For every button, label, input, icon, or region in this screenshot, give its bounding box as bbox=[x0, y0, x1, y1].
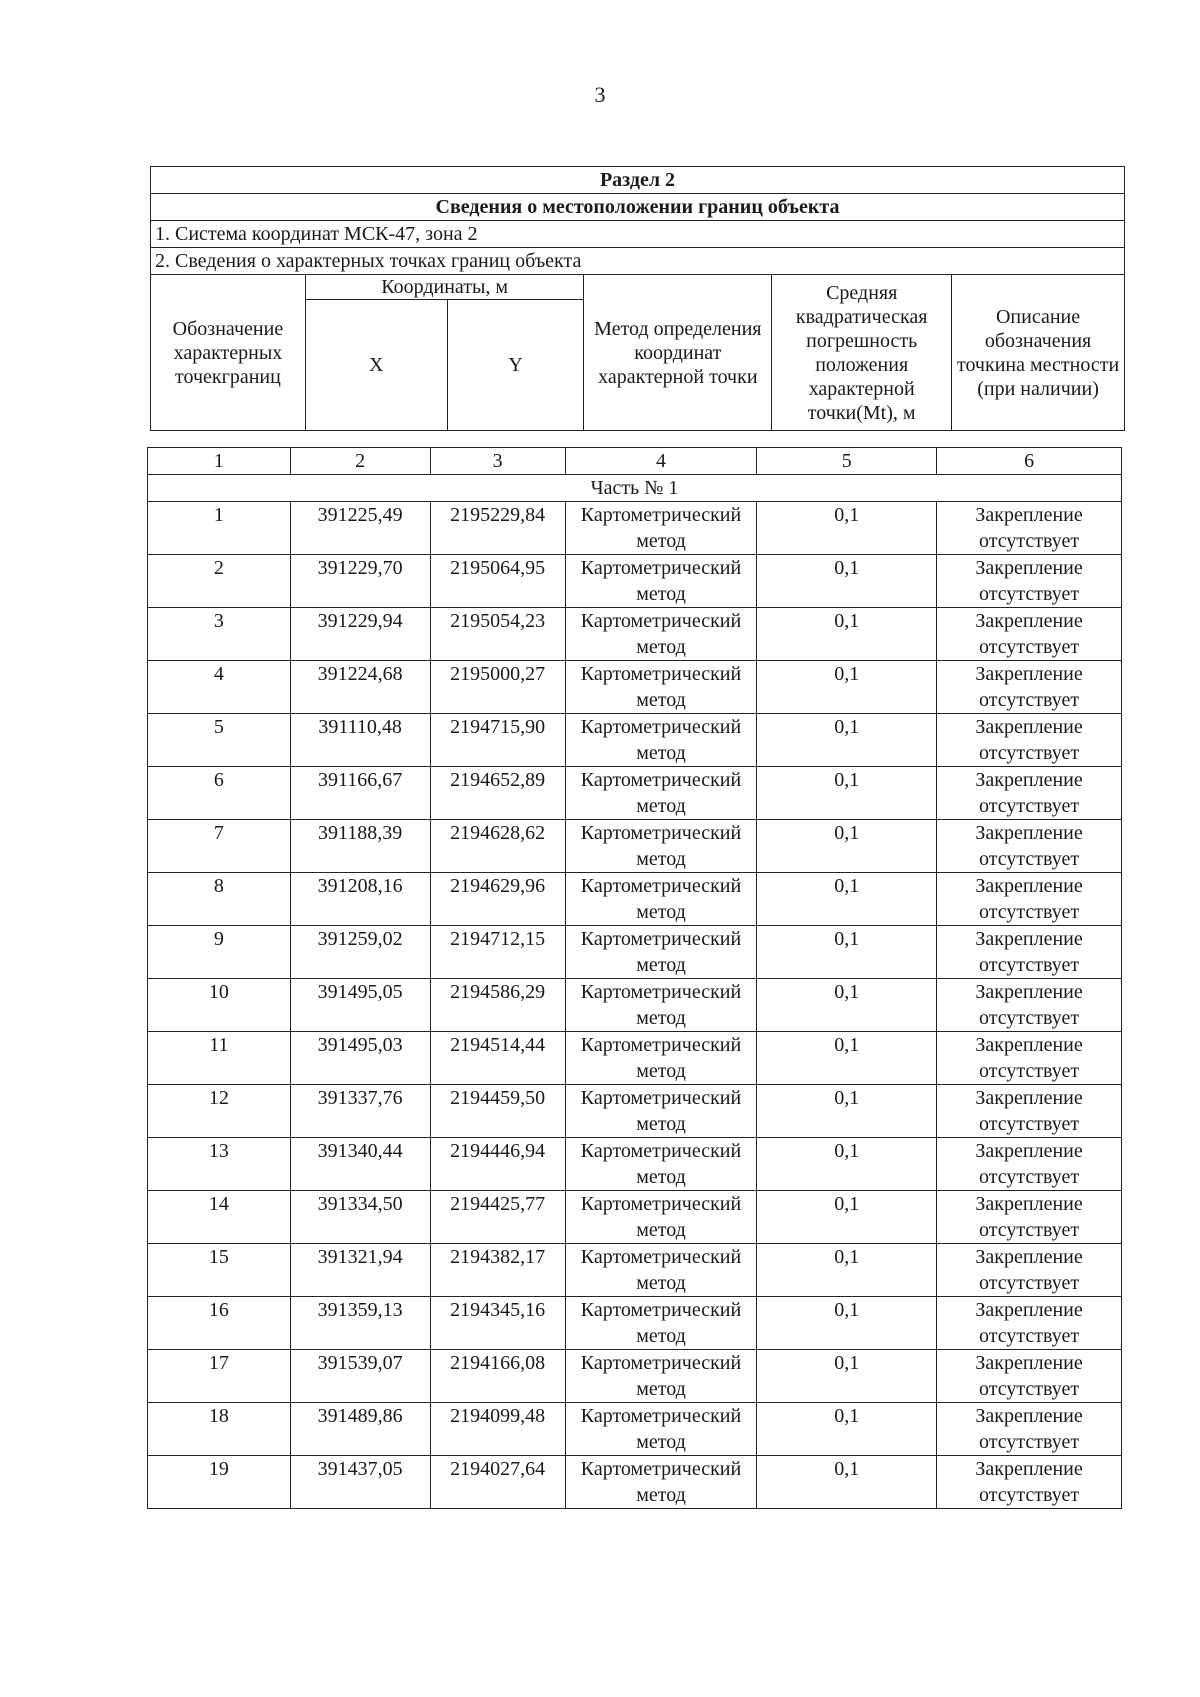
description-cell: Закрепление отсутствует bbox=[937, 1456, 1122, 1509]
description-cell: Закрепление отсутствует bbox=[937, 1032, 1122, 1085]
point-number-cell: 1 bbox=[148, 502, 291, 555]
point-number-cell: 15 bbox=[148, 1244, 291, 1297]
y-coordinate-cell: 2194382,17 bbox=[430, 1244, 565, 1297]
y-coordinate-cell: 2194099,48 bbox=[430, 1403, 565, 1456]
method-cell: Картометрический метод bbox=[565, 1297, 757, 1350]
description-cell: Закрепление отсутствует bbox=[937, 1138, 1122, 1191]
table-row bbox=[148, 1191, 1122, 1244]
method-cell: Картометрический метод bbox=[565, 926, 757, 979]
page-number: 3 bbox=[594, 82, 606, 107]
part-label: Часть № 1 bbox=[148, 475, 1122, 502]
column-number: 1 bbox=[148, 448, 291, 475]
section-title: Раздел 2 bbox=[151, 167, 1125, 194]
y-coordinate-cell: 2194715,90 bbox=[430, 714, 565, 767]
error-cell: 0,1 bbox=[757, 1191, 937, 1244]
y-coordinate-cell: 2194652,89 bbox=[430, 767, 565, 820]
table-row bbox=[148, 1138, 1122, 1191]
table-row bbox=[148, 555, 1122, 608]
table-row bbox=[148, 979, 1122, 1032]
x-coordinate-cell: 391321,94 bbox=[290, 1244, 430, 1297]
points-info-line: 2. Сведения о характерных точках границ объекта bbox=[151, 248, 1125, 275]
header-method: Метод определения координат характерной точки bbox=[584, 275, 772, 431]
y-coordinate-cell: 2194425,77 bbox=[430, 1191, 565, 1244]
description-cell: Закрепление отсутствует bbox=[937, 661, 1122, 714]
point-number-cell: 8 bbox=[148, 873, 291, 926]
x-coordinate-cell: 391359,13 bbox=[290, 1297, 430, 1350]
column-number: 4 bbox=[565, 448, 757, 475]
point-number-cell: 3 bbox=[148, 608, 291, 661]
header-y: Y bbox=[447, 300, 584, 431]
x-coordinate-cell: 391166,67 bbox=[290, 767, 430, 820]
method-cell: Картометрический метод bbox=[565, 661, 757, 714]
table-row bbox=[148, 1085, 1122, 1138]
point-number-cell: 11 bbox=[148, 1032, 291, 1085]
description-cell: Закрепление отсутствует bbox=[937, 979, 1122, 1032]
x-coordinate-cell: 391340,44 bbox=[290, 1138, 430, 1191]
error-cell: 0,1 bbox=[757, 1403, 937, 1456]
table-row bbox=[148, 661, 1122, 714]
method-cell: Картометрический метод bbox=[565, 1350, 757, 1403]
method-cell: Картометрический метод bbox=[565, 608, 757, 661]
point-number-cell: 14 bbox=[148, 1191, 291, 1244]
header-point-designation: Обозначение характерных точекграниц bbox=[151, 275, 306, 431]
x-coordinate-cell: 391110,48 bbox=[290, 714, 430, 767]
x-coordinate-cell: 391437,05 bbox=[290, 1456, 430, 1509]
error-cell: 0,1 bbox=[757, 1297, 937, 1350]
point-number-cell: 9 bbox=[148, 926, 291, 979]
error-cell: 0,1 bbox=[757, 1138, 937, 1191]
header-coordinates: Координаты, м bbox=[305, 275, 584, 300]
error-cell: 0,1 bbox=[757, 1244, 937, 1297]
point-number-cell: 7 bbox=[148, 820, 291, 873]
y-coordinate-cell: 2195000,27 bbox=[430, 661, 565, 714]
table-row bbox=[148, 714, 1122, 767]
error-cell: 0,1 bbox=[757, 1456, 937, 1509]
x-coordinate-cell: 391539,07 bbox=[290, 1350, 430, 1403]
error-cell: 0,1 bbox=[757, 608, 937, 661]
method-cell: Картометрический метод bbox=[565, 502, 757, 555]
method-cell: Картометрический метод bbox=[565, 820, 757, 873]
x-coordinate-cell: 391495,05 bbox=[290, 979, 430, 1032]
description-cell: Закрепление отсутствует bbox=[937, 873, 1122, 926]
method-cell: Картометрический метод bbox=[565, 1244, 757, 1297]
table-row bbox=[148, 1297, 1122, 1350]
table-row bbox=[148, 1350, 1122, 1403]
table-row bbox=[148, 1032, 1122, 1085]
x-coordinate-cell: 391337,76 bbox=[290, 1085, 430, 1138]
point-number-cell: 19 bbox=[148, 1456, 291, 1509]
method-cell: Картометрический метод bbox=[565, 767, 757, 820]
method-cell: Картометрический метод bbox=[565, 1403, 757, 1456]
column-number: 3 bbox=[430, 448, 565, 475]
method-cell: Картометрический метод bbox=[565, 979, 757, 1032]
point-number-cell: 13 bbox=[148, 1138, 291, 1191]
table-row bbox=[148, 1456, 1122, 1509]
header-description: Описание обозначения точкина местности (при наличии) bbox=[952, 275, 1125, 431]
method-cell: Картометрический метод bbox=[565, 714, 757, 767]
description-cell: Закрепление отсутствует bbox=[937, 926, 1122, 979]
table-row bbox=[148, 502, 1122, 555]
error-cell: 0,1 bbox=[757, 555, 937, 608]
table-row bbox=[148, 608, 1122, 661]
table-row bbox=[148, 820, 1122, 873]
y-coordinate-cell: 2194629,96 bbox=[430, 873, 565, 926]
y-coordinate-cell: 2194459,50 bbox=[430, 1085, 565, 1138]
error-cell: 0,1 bbox=[757, 873, 937, 926]
section-subtitle: Сведения о местоположении границ объекта bbox=[151, 194, 1125, 221]
description-cell: Закрепление отсутствует bbox=[937, 1403, 1122, 1456]
point-number-cell: 6 bbox=[148, 767, 291, 820]
method-cell: Картометрический метод bbox=[565, 1191, 757, 1244]
part-row bbox=[148, 475, 1122, 502]
point-number-cell: 10 bbox=[148, 979, 291, 1032]
column-number: 2 bbox=[290, 448, 430, 475]
y-coordinate-cell: 2195064,95 bbox=[430, 555, 565, 608]
y-coordinate-cell: 2194166,08 bbox=[430, 1350, 565, 1403]
column-numbers-row bbox=[148, 448, 1122, 475]
description-cell: Закрепление отсутствует bbox=[937, 1085, 1122, 1138]
x-coordinate-cell: 391208,16 bbox=[290, 873, 430, 926]
error-cell: 0,1 bbox=[757, 820, 937, 873]
table-row bbox=[148, 926, 1122, 979]
error-cell: 0,1 bbox=[757, 926, 937, 979]
x-coordinate-cell: 391225,49 bbox=[290, 502, 430, 555]
method-cell: Картометрический метод bbox=[565, 1032, 757, 1085]
error-cell: 0,1 bbox=[757, 767, 937, 820]
y-coordinate-cell: 2194514,44 bbox=[430, 1032, 565, 1085]
error-cell: 0,1 bbox=[757, 1085, 937, 1138]
description-cell: Закрепление отсутствует bbox=[937, 820, 1122, 873]
method-cell: Картометрический метод bbox=[565, 873, 757, 926]
error-cell: 0,1 bbox=[757, 1032, 937, 1085]
point-number-cell: 12 bbox=[148, 1085, 291, 1138]
x-coordinate-cell: 391229,94 bbox=[290, 608, 430, 661]
y-coordinate-cell: 2194628,62 bbox=[430, 820, 565, 873]
point-number-cell: 2 bbox=[148, 555, 291, 608]
description-cell: Закрепление отсутствует bbox=[937, 1350, 1122, 1403]
method-cell: Картометрический метод bbox=[565, 1456, 757, 1509]
error-cell: 0,1 bbox=[757, 1350, 937, 1403]
section-header-table bbox=[150, 166, 1125, 431]
description-cell: Закрепление отсутствует bbox=[937, 1297, 1122, 1350]
header-error: Средняя квадратическая погрешность положения характерной точки(Mt), м bbox=[772, 275, 952, 431]
y-coordinate-cell: 2194712,15 bbox=[430, 926, 565, 979]
error-cell: 0,1 bbox=[757, 979, 937, 1032]
error-cell: 0,1 bbox=[757, 714, 937, 767]
method-cell: Картометрический метод bbox=[565, 555, 757, 608]
x-coordinate-cell: 391224,68 bbox=[290, 661, 430, 714]
y-coordinate-cell: 2194446,94 bbox=[430, 1138, 565, 1191]
error-cell: 0,1 bbox=[757, 661, 937, 714]
description-cell: Закрепление отсутствует bbox=[937, 714, 1122, 767]
description-cell: Закрепление отсутствует bbox=[937, 767, 1122, 820]
coordinate-system-line: 1. Система координат МСК-47, зона 2 bbox=[151, 221, 1125, 248]
header-x: X bbox=[305, 300, 447, 431]
description-cell: Закрепление отсутствует bbox=[937, 502, 1122, 555]
method-cell: Картометрический метод bbox=[565, 1085, 757, 1138]
y-coordinate-cell: 2195229,84 bbox=[430, 502, 565, 555]
x-coordinate-cell: 391259,02 bbox=[290, 926, 430, 979]
description-cell: Закрепление отсутствует bbox=[937, 555, 1122, 608]
table-row bbox=[148, 1244, 1122, 1297]
y-coordinate-cell: 2194586,29 bbox=[430, 979, 565, 1032]
x-coordinate-cell: 391229,70 bbox=[290, 555, 430, 608]
description-cell: Закрепление отсутствует bbox=[937, 1191, 1122, 1244]
table-row bbox=[148, 1403, 1122, 1456]
column-number: 6 bbox=[937, 448, 1122, 475]
x-coordinate-cell: 391495,03 bbox=[290, 1032, 430, 1085]
y-coordinate-cell: 2194345,16 bbox=[430, 1297, 565, 1350]
y-coordinate-cell: 2195054,23 bbox=[430, 608, 565, 661]
x-coordinate-cell: 391489,86 bbox=[290, 1403, 430, 1456]
error-cell: 0,1 bbox=[757, 502, 937, 555]
description-cell: Закрепление отсутствует bbox=[937, 1244, 1122, 1297]
point-number-cell: 18 bbox=[148, 1403, 291, 1456]
point-number-cell: 4 bbox=[148, 661, 291, 714]
y-coordinate-cell: 2194027,64 bbox=[430, 1456, 565, 1509]
points-table bbox=[147, 447, 1122, 1509]
description-cell: Закрепление отсутствует bbox=[937, 608, 1122, 661]
x-coordinate-cell: 391334,50 bbox=[290, 1191, 430, 1244]
x-coordinate-cell: 391188,39 bbox=[290, 820, 430, 873]
point-number-cell: 17 bbox=[148, 1350, 291, 1403]
point-number-cell: 5 bbox=[148, 714, 291, 767]
point-number-cell: 16 bbox=[148, 1297, 291, 1350]
method-cell: Картометрический метод bbox=[565, 1138, 757, 1191]
table-row bbox=[148, 873, 1122, 926]
table-row bbox=[148, 767, 1122, 820]
column-number: 5 bbox=[757, 448, 937, 475]
